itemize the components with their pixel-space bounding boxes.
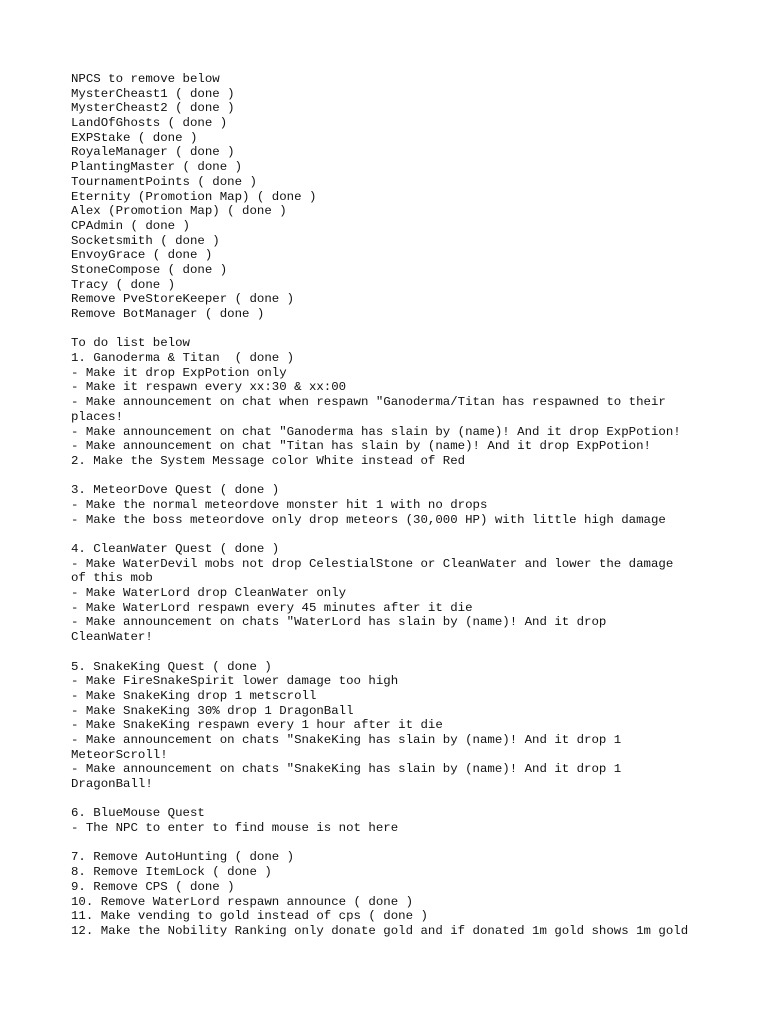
todo-line: 9. Remove CPS ( done ) <box>71 879 235 894</box>
npc-item: RoyaleManager ( done ) <box>71 145 235 160</box>
blank-line <box>71 527 751 542</box>
todo-line: 12. Make the Nobility Ranking only donate gold and if donated 1m gold shows 1m gold <box>71 923 689 938</box>
todo-line: 2. Make the System Message color White instead of Red <box>71 453 466 468</box>
npc-item: MysterCheast1 ( done ) <box>71 86 235 101</box>
todo-line: of this mob <box>71 571 153 586</box>
todo-line: 4. CleanWater Quest ( done ) <box>71 542 280 556</box>
todo-section <box>71 336 751 938</box>
todo-line: 11. Make vending to gold instead of cps ( done ) <box>71 909 428 924</box>
todo-line: - Make announcement on chats "SnakeKing has slain by (name)! And it drop 1 <box>71 762 622 777</box>
blank-line <box>71 836 751 851</box>
npc-item: TournamentPoints ( done ) <box>71 174 257 189</box>
todo-line: 8. Remove ItemLock ( done ) <box>71 865 272 880</box>
npc-item: Socketsmith ( done ) <box>71 233 220 248</box>
blank-line <box>71 322 751 337</box>
npc-item: Remove PveStoreKeeper ( done ) <box>71 292 295 307</box>
todo-task-4 <box>71 542 751 645</box>
todo-task-5 <box>71 660 751 792</box>
npc-item: StoneCompose ( done ) <box>71 262 228 277</box>
todo-line: CleanWater! <box>71 630 153 645</box>
npc-section-heading: NPCS to remove below <box>71 72 220 86</box>
todo-line: - Make it respawn every xx:30 & xx:00 <box>71 380 347 395</box>
todo-line: - Make WaterDevil mobs not drop CelestialStone or CleanWater and lower the damage <box>71 556 674 571</box>
blank-line <box>71 469 751 484</box>
npc-item: CPAdmin ( done ) <box>71 218 190 233</box>
todo-line: 3. MeteorDove Quest ( done ) <box>71 483 280 498</box>
todo-line: - Make WaterLord drop CleanWater only <box>71 586 347 601</box>
npc-item: LandOfGhosts ( done ) <box>71 116 228 131</box>
todo-line: - Make SnakeKing drop 1 metscroll <box>71 688 317 703</box>
npc-item: MysterCheast2 ( done ) <box>71 101 235 116</box>
todo-line: 1. Ganoderma & Titan ( done ) <box>71 351 295 366</box>
todo-line: - Make announcement on chats "SnakeKing has slain by (name)! And it drop 1 <box>71 732 622 747</box>
npc-item: EnvoyGrace ( done ) <box>71 248 213 263</box>
todo-line: places! <box>71 409 124 424</box>
todo-task-7-12 <box>71 850 751 938</box>
npc-item: EXPStake ( done ) <box>71 130 198 145</box>
todo-line: - Make FireSnakeSpirit lower damage too high <box>71 674 399 689</box>
todo-line: 5. SnakeKing Quest ( done ) <box>71 659 272 674</box>
npc-removal-section <box>71 72 751 322</box>
todo-line: - Make announcement on chat when respawn "Ganoderma/Titan has respawned to their <box>71 395 666 410</box>
todo-task-6 <box>71 806 751 835</box>
todo-line: - The NPC to enter to find mouse is not here <box>71 821 399 836</box>
todo-line: - Make SnakeKing 30% drop 1 DragonBall <box>71 703 354 718</box>
todo-line: DragonBall! <box>71 777 153 791</box>
todo-section-heading: To do list below <box>71 336 190 351</box>
blank-line <box>71 792 751 807</box>
document-text <box>71 72 751 939</box>
todo-line: - Make the normal meteordove monster hit 1 with no drops <box>71 497 488 512</box>
todo-line: 10. Remove WaterLord respawn announce ( done ) <box>71 894 414 909</box>
npc-item: Remove BotManager ( done ) <box>71 307 265 321</box>
todo-task-1-2 <box>71 351 751 469</box>
npc-item: Alex (Promotion Map) ( done ) <box>71 204 287 219</box>
todo-line: - Make announcement on chat "Ganoderma has slain by (name)! And it drop ExpPotion! <box>71 424 681 439</box>
todo-line: - Make the boss meteordove only drop meteors (30,000 HP) with little high damage <box>71 512 666 527</box>
todo-line: - Make it drop ExpPotion only <box>71 365 287 380</box>
npc-item: Eternity (Promotion Map) ( done ) <box>71 189 317 204</box>
todo-line: MeteorScroll! <box>71 747 168 762</box>
todo-line: 6. BlueMouse Quest <box>71 806 205 821</box>
todo-line: - Make WaterLord respawn every 45 minutes after it die <box>71 600 473 615</box>
npc-item: PlantingMaster ( done ) <box>71 160 243 175</box>
todo-line: 7. Remove AutoHunting ( done ) <box>71 850 295 865</box>
blank-line <box>71 645 751 660</box>
npc-item: Tracy ( done ) <box>71 277 176 292</box>
todo-line: - Make announcement on chat "Titan has slain by (name)! And it drop ExpPotion! <box>71 439 651 454</box>
todo-line: - Make announcement on chats "WaterLord has slain by (name)! And it drop <box>71 615 607 630</box>
todo-task-3 <box>71 483 751 527</box>
todo-line: - Make SnakeKing respawn every 1 hour after it die <box>71 718 443 733</box>
